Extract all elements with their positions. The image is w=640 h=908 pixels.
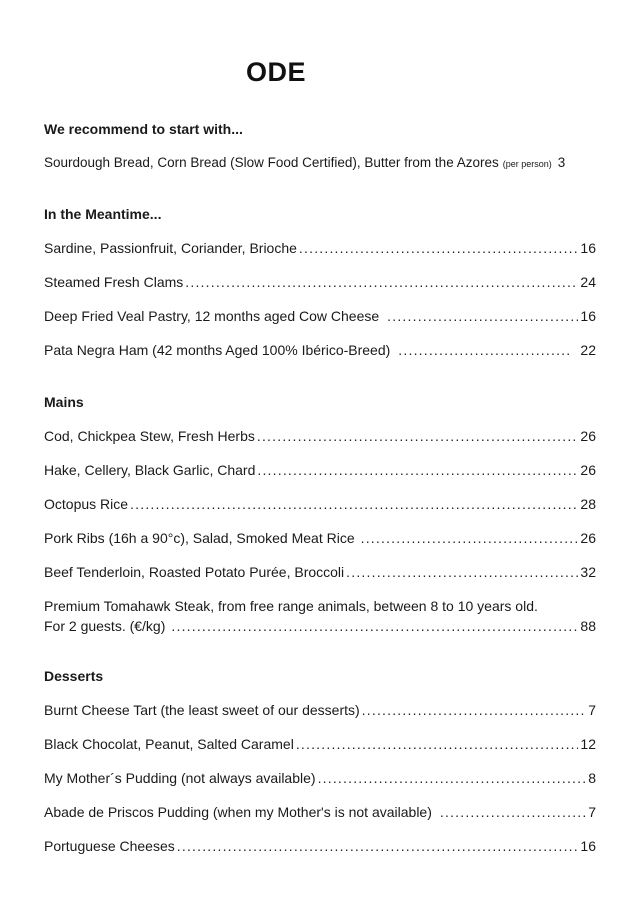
item-name: Sardine, Passionfruit, Coriander, Brioche bbox=[44, 240, 297, 256]
leader-dots bbox=[440, 802, 586, 822]
menu-item bbox=[44, 340, 596, 360]
menu-item bbox=[44, 768, 596, 788]
leader-dots bbox=[185, 272, 578, 292]
item-name: Hake, Cellery, Black Garlic, Chard bbox=[44, 462, 256, 478]
item-name: Deep Fried Veal Pastry, 12 months aged Cow Cheese bbox=[44, 308, 380, 324]
item-name: Cod, Chickpea Stew, Fresh Herbs bbox=[44, 428, 255, 444]
leader-dots bbox=[362, 700, 587, 720]
item-price: 26 bbox=[580, 462, 596, 478]
leader-dots bbox=[130, 494, 578, 514]
leader-dots bbox=[296, 734, 579, 754]
item-name-line2: For 2 guests. (€/kg) bbox=[44, 618, 166, 634]
menu-item bbox=[44, 734, 596, 754]
item-note: (per person) bbox=[502, 159, 552, 169]
item-price: 32 bbox=[580, 564, 596, 580]
leader-dots bbox=[398, 340, 572, 360]
item-price: 16 bbox=[580, 838, 596, 854]
item-price: 7 bbox=[588, 702, 596, 718]
menu-item bbox=[44, 562, 596, 582]
item-price: 22 bbox=[580, 342, 596, 358]
menu-item bbox=[44, 494, 596, 514]
section-title-meantime: In the Meantime... bbox=[44, 206, 162, 222]
item-name-line2-row bbox=[44, 616, 596, 636]
item-name: Beef Tenderloin, Roasted Potato Purée, Broccoli bbox=[44, 564, 345, 580]
item-price: 16 bbox=[580, 308, 596, 324]
item-price: 16 bbox=[580, 240, 596, 256]
menu-item bbox=[44, 460, 596, 480]
item-name: Black Chocolat, Peanut, Salted Caramel bbox=[44, 736, 294, 752]
item-price: 26 bbox=[580, 428, 596, 444]
item-name: Pata Negra Ham (42 months Aged 100% Ibérico-Breed) bbox=[44, 342, 391, 358]
menu-item bbox=[44, 802, 596, 822]
item-name: Octopus Rice bbox=[44, 496, 129, 512]
leader-dots bbox=[171, 616, 578, 636]
item-name: Steamed Fresh Clams bbox=[44, 274, 184, 290]
item-name: Abade de Priscos Pudding (when my Mother's is not available) bbox=[44, 804, 432, 820]
item-price: 3 bbox=[557, 155, 566, 170]
item-name: Burnt Cheese Tart (the least sweet of our desserts) bbox=[44, 702, 360, 718]
menu-item-bread bbox=[44, 153, 596, 173]
item-price: 24 bbox=[580, 274, 596, 290]
section-title-mains: Mains bbox=[44, 394, 84, 410]
menu-item bbox=[44, 306, 596, 326]
item-price: 8 bbox=[588, 770, 596, 786]
menu-item bbox=[44, 426, 596, 446]
section-mains bbox=[44, 392, 596, 636]
menu-item-tomahawk bbox=[44, 596, 596, 636]
item-price: 26 bbox=[580, 530, 596, 546]
item-price: 7 bbox=[588, 804, 596, 820]
menu-item bbox=[44, 528, 596, 548]
leader-dots bbox=[177, 836, 579, 856]
menu-item bbox=[44, 700, 596, 720]
leader-dots bbox=[257, 460, 578, 480]
item-name: Portuguese Cheeses bbox=[44, 838, 175, 854]
section-desserts bbox=[44, 666, 596, 856]
item-name: Sourdough Bread, Corn Bread (Slow Food Certified), Butter from the Azores bbox=[44, 155, 499, 170]
leader-dots bbox=[387, 306, 578, 326]
section-title-start: We recommend to start with... bbox=[44, 121, 243, 137]
leader-dots bbox=[299, 238, 579, 258]
item-price: 12 bbox=[580, 736, 596, 752]
section-start bbox=[44, 119, 596, 173]
leader-dots bbox=[346, 562, 578, 582]
leader-dots bbox=[318, 768, 587, 788]
menu-item bbox=[44, 238, 596, 258]
item-name: Premium Tomahawk Steak, from free range animals, between 8 to 10 years old. bbox=[44, 598, 538, 614]
item-name: My Mother´s Pudding (not always available) bbox=[44, 770, 316, 786]
menu-item bbox=[44, 836, 596, 856]
item-name: Pork Ribs (16h a 90°c), Salad, Smoked Meat Rice bbox=[44, 530, 355, 546]
leader-dots bbox=[257, 426, 579, 446]
item-price: 28 bbox=[580, 496, 596, 512]
restaurant-logo: ODE bbox=[245, 57, 306, 87]
section-title-desserts: Desserts bbox=[44, 668, 104, 684]
menu-item bbox=[44, 272, 596, 292]
section-meantime bbox=[44, 204, 596, 360]
item-price: 88 bbox=[580, 618, 596, 634]
leader-dots bbox=[361, 528, 579, 548]
